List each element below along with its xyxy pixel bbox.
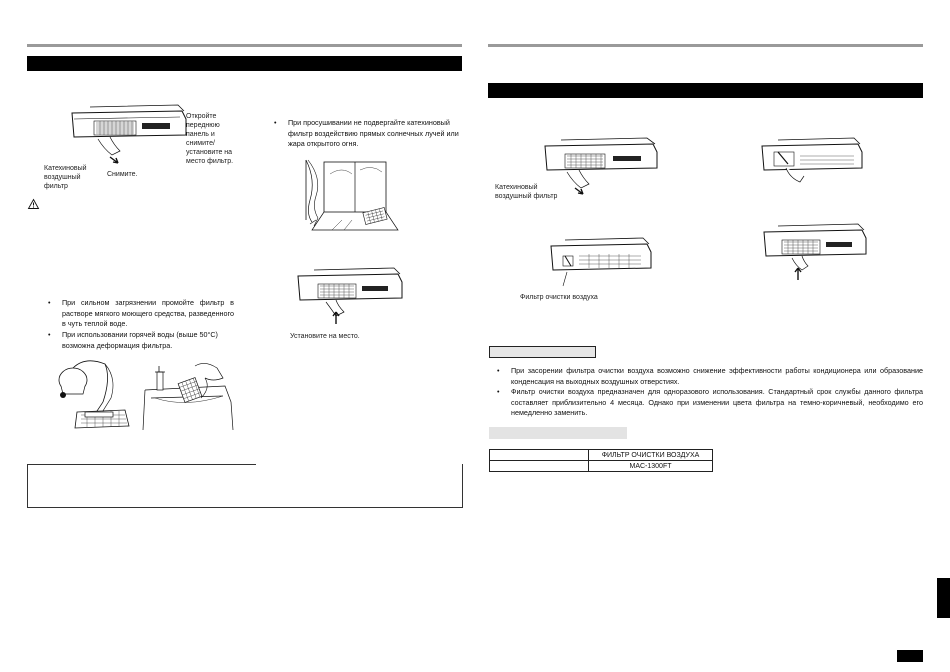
- table-header-row: [490, 450, 713, 461]
- vacuum-and-washing-illustration: [55, 358, 235, 433]
- callout-catechin-filter: Катехиновый воздушный фильтр: [44, 165, 87, 190]
- ac-unit-pull-filter-illustration: [760, 138, 870, 190]
- bullet-mark: •: [274, 118, 277, 127]
- callout-remove: Снимите.: [107, 171, 138, 178]
- wash-bullet-2-text: При использовании горячей воды (выше 50°C) возможна деформация фильтра.: [62, 330, 218, 350]
- filter-parts-table: [489, 449, 713, 472]
- callout-catechin-filter-right: Катехиновый воздушный фильтр: [495, 184, 558, 200]
- bullet-mark: •: [497, 366, 500, 375]
- wash-bullet-1-text: При сильном загрязнении промойте фильтр в растворе мягкого моющего средства, разведенного в чуть теплой воде.: [62, 298, 234, 328]
- table-header-cell-empty: [490, 450, 589, 461]
- notes-heading-box: [489, 346, 596, 358]
- note-bullet-1-text: При засорении фильтра очистки воздуха возможно снижение эффективности работы кондиционера или образование конденсация на выходных воздушных отверстиях.: [511, 366, 923, 386]
- right-top-rule: [488, 44, 923, 47]
- left-note-box-tab: [256, 463, 462, 466]
- left-top-rule: [27, 44, 462, 47]
- table-cell-model: MAC-1300FT: [589, 461, 713, 472]
- window-sunlight-illustration: [302, 160, 402, 232]
- page-edge-tab: [937, 578, 950, 618]
- bullet-mark: •: [48, 298, 51, 307]
- left-note-box: [27, 464, 463, 508]
- table-cell-empty: [490, 461, 589, 472]
- note-bullet-2-text: Фильтр очистки воздуха предназначен для одноразового использования. Стандартный срок службы данного фильтра составляет приблизительно 4 месяца. Однако при изменении цвета фильтра на темно-коричневый, необходимо его немедленно заменить.: [511, 387, 923, 417]
- drying-warning-text: При просушивании не подвергайте катехиновый фильтр воздействию прямых солнечных лучей или жара открытого огня.: [288, 118, 459, 148]
- ac-unit-open-panel-illustration: [70, 105, 190, 170]
- parts-heading-strip: [489, 427, 627, 439]
- right-section-bar: [488, 83, 923, 98]
- install-caption: Установите на место.: [290, 333, 360, 340]
- callout-open-panel: Откройте переднюю панель и снимите/ установите на место фильтр.: [186, 113, 234, 165]
- callout-air-cleaning-filter: Фильтр очистки воздуха: [520, 294, 598, 301]
- bullet-mark: •: [497, 387, 500, 396]
- bullet-mark: •: [48, 330, 51, 339]
- ac-unit-reinstall-illustration: [762, 224, 872, 284]
- warning-icon: [28, 199, 39, 209]
- left-section-bar: [27, 56, 462, 71]
- table-header-cell-filter: ФИЛЬТР ОЧИСТКИ ВОЗДУХА: [589, 450, 713, 461]
- page-number-block: [897, 650, 923, 662]
- ac-unit-install-illustration: [296, 268, 406, 328]
- ac-unit-air-cleaning-filter-illustration: [549, 238, 659, 288]
- table-row: [490, 461, 713, 472]
